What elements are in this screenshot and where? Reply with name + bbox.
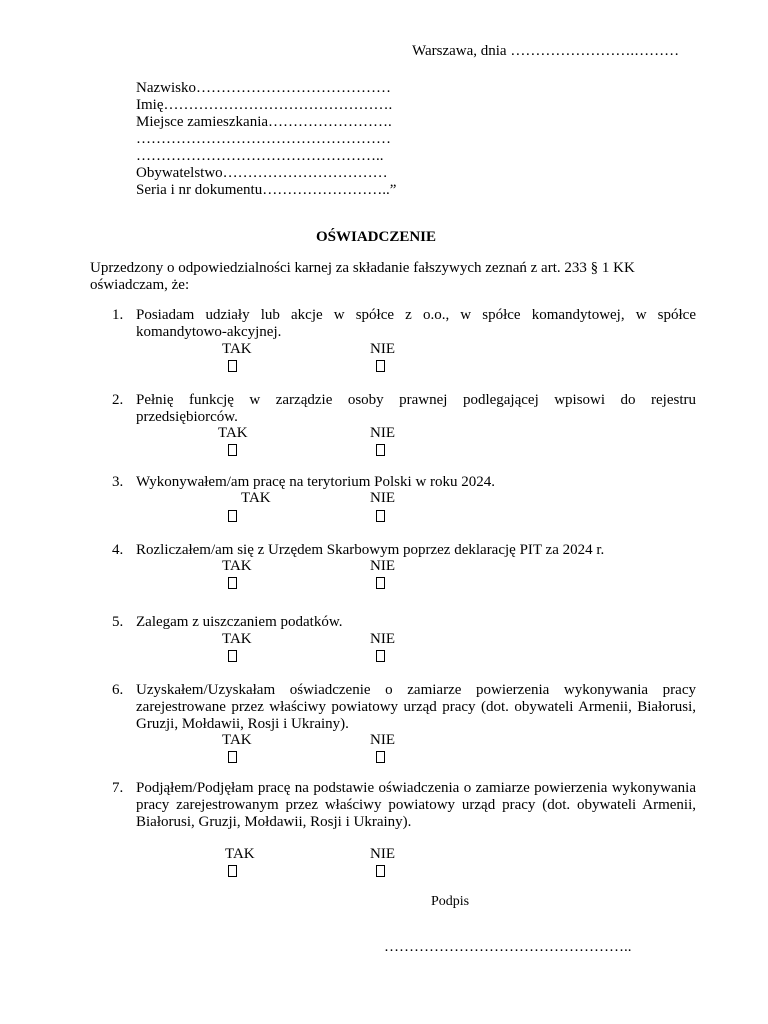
question-number: 1. (112, 307, 124, 323)
empty-checkbox-icon[interactable] (376, 751, 385, 763)
no-label: NIE (370, 732, 395, 748)
question-number: 5. (112, 614, 124, 630)
empty-checkbox-icon[interactable] (376, 510, 385, 522)
question-text: Podjąłem/Podjęłam pracę na podstawie oświadczenia o zamiarze powierzenia wykonywania pracy zarejestrowanym przez właściwy powiatowy urząd pracy (dot. obywateli Armenii, Białorusi, Gruzji, Mołdawii, Rosji i Ukrainy). (136, 780, 696, 830)
surname-field[interactable]: Nazwisko………………………………… (136, 80, 391, 96)
no-label: NIE (370, 846, 395, 862)
question-text: Posiadam udziały lub akcje w spółce z o.o., w spółce komandytowej, w spółce komandytowo-akcyjnej. (136, 307, 696, 340)
question-number: 2. (112, 392, 124, 408)
signature-label: Podpis (431, 894, 470, 909)
residence-field-line-3[interactable]: ………………………………………….. (136, 148, 384, 164)
empty-checkbox-icon[interactable] (228, 444, 237, 456)
signature-line[interactable]: ………………………………………….. (384, 939, 632, 955)
empty-checkbox-icon[interactable] (228, 650, 237, 662)
empty-checkbox-icon[interactable] (228, 360, 237, 372)
empty-checkbox-icon[interactable] (376, 650, 385, 662)
document-title: OŚWIADCZENIE (315, 229, 437, 245)
yes-label: TAK (222, 341, 252, 357)
yes-label: TAK (222, 631, 252, 647)
residence-field-line-2[interactable]: …………………………………………… (136, 131, 391, 147)
question-text: Pełnię funkcję w zarządzie osoby prawnej podlegającej wpisowi do rejestru przedsiębiorców. (136, 392, 696, 425)
no-label: NIE (370, 490, 395, 506)
yes-label: TAK (222, 732, 252, 748)
question-text: Wykonywałem/am pracę na terytorium Polski w roku 2024. (136, 474, 496, 490)
yes-label: TAK (241, 490, 271, 506)
question-number: 3. (112, 474, 124, 490)
empty-checkbox-icon[interactable] (228, 577, 237, 589)
no-label: NIE (370, 631, 395, 647)
no-label: NIE (370, 558, 395, 574)
empty-checkbox-icon[interactable] (228, 510, 237, 522)
yes-label: TAK (225, 846, 255, 862)
no-label: NIE (370, 341, 395, 357)
empty-checkbox-icon[interactable] (376, 865, 385, 877)
date-line: Warszawa, dnia …………………….……… (412, 43, 680, 59)
empty-checkbox-icon[interactable] (376, 360, 385, 372)
no-label: NIE (370, 425, 395, 441)
empty-checkbox-icon[interactable] (376, 444, 385, 456)
yes-label: TAK (218, 425, 248, 441)
question-text: Zalegam z uiszczaniem podatków. (136, 614, 343, 630)
question-text: Uzyskałem/Uzyskałam oświadczenie o zamiarze powierzenia wykonywania pracy zarejestrowane przez właściwy powiatowy urząd pracy (dot. obywateli Armenii, Białorusi, Gruzji, Mołdawii, Rosji i Ukrainy). (136, 682, 696, 732)
question-number: 7. (112, 780, 124, 796)
question-number: 4. (112, 542, 124, 558)
personal-fields (136, 80, 396, 199)
first-name-field[interactable]: Imię………………………………………. (136, 97, 393, 113)
empty-checkbox-icon[interactable] (228, 751, 237, 763)
intro-text: Uprzedzony o odpowiedzialności karnej za składanie fałszywych zeznań z art. 233 § 1 KK oświadczam, że: (90, 260, 635, 293)
residence-field[interactable]: Miejsce zamieszkania……………………. (136, 114, 392, 130)
question-number: 6. (112, 682, 124, 698)
citizenship-field[interactable]: Obywatelstwo…………………………… (136, 165, 388, 181)
question-text: Rozliczałem/am się z Urzędem Skarbowym poprzez deklarację PIT za 2024 r. (136, 542, 605, 558)
empty-checkbox-icon[interactable] (228, 865, 237, 877)
empty-checkbox-icon[interactable] (376, 577, 385, 589)
document-number-field[interactable]: Seria i nr dokumentu……………………..” (136, 182, 397, 198)
yes-label: TAK (222, 558, 252, 574)
